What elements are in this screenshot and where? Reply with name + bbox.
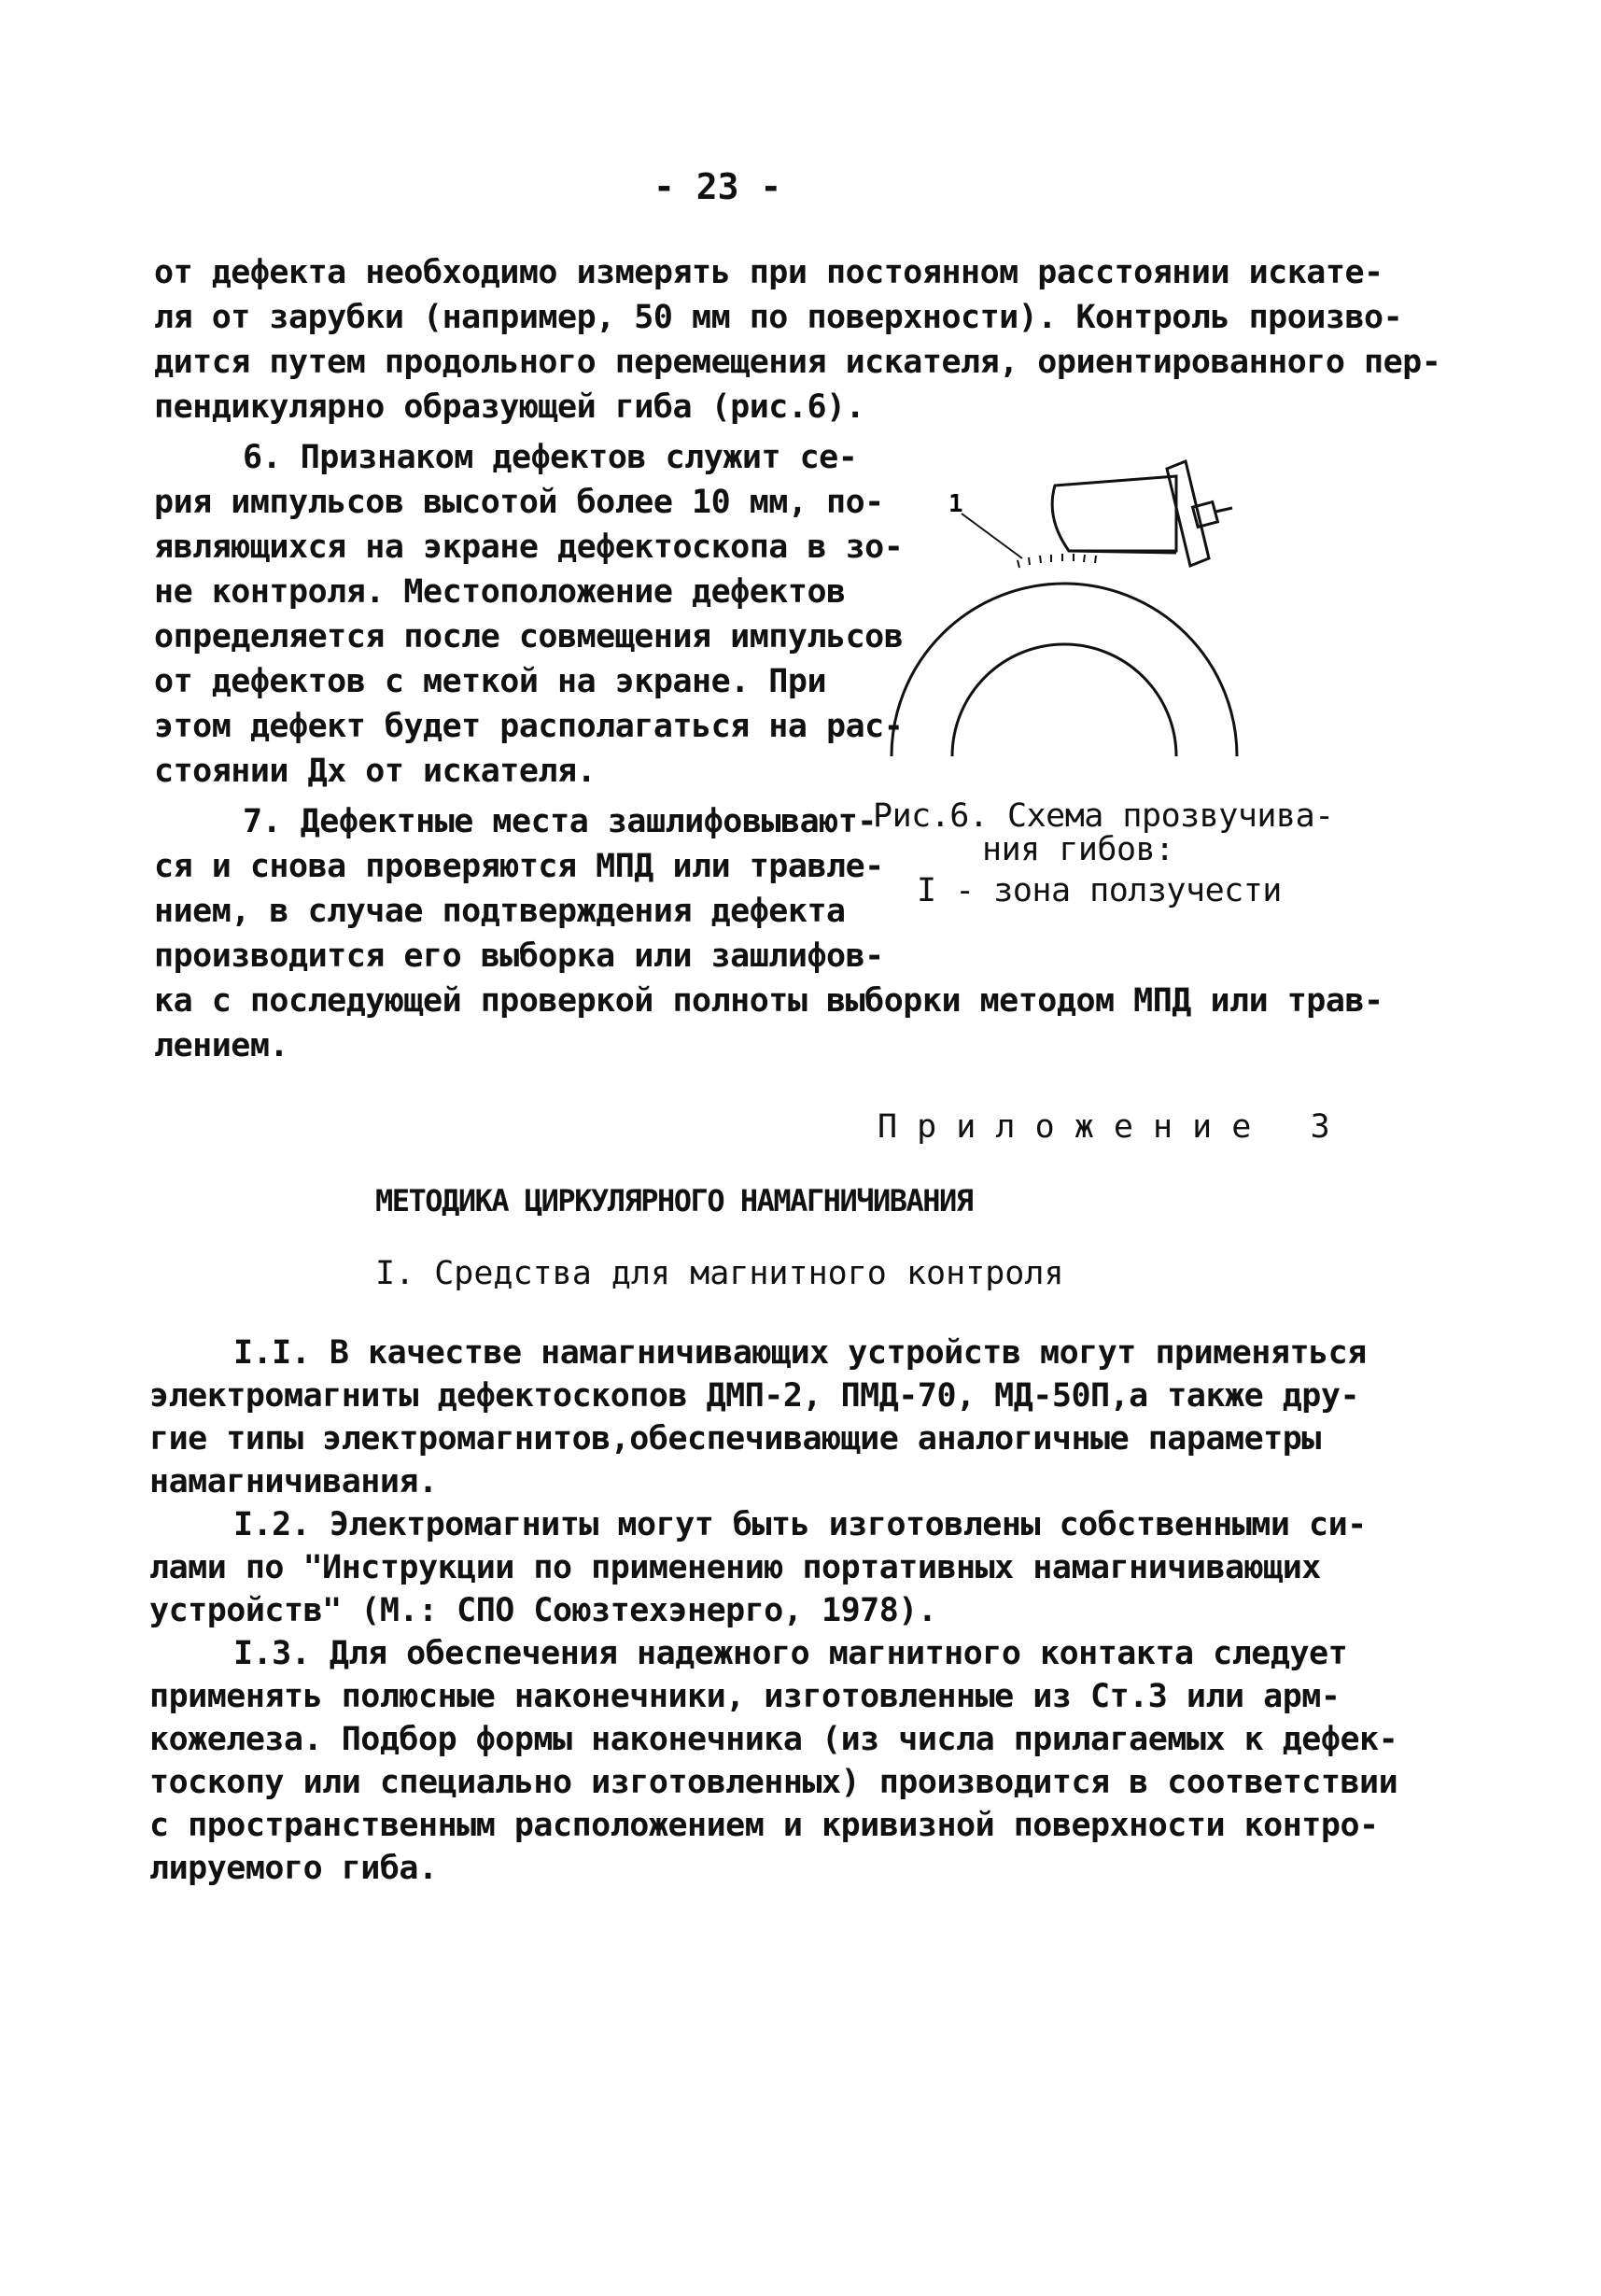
zone-marker-label: 1 — [948, 490, 963, 518]
text-line: устройств" (М.: СПО Союзтехэнерго, 1978). — [149, 1592, 937, 1629]
text-line: рия импульсов высотой более 10 мм, по- — [154, 484, 884, 521]
text-line: пендикулярно образующей гиба (рис.6). — [154, 388, 865, 426]
appendix-label: П р и л о ж е н и е 3 — [878, 1108, 1330, 1146]
text-line: электромагниты дефектоскопов ДМП-2, ПМД-70, МД-50П,а также дру- — [149, 1377, 1360, 1415]
text-line: гие типы электромагнитов,обеспечивающие аналогичные параметры — [149, 1420, 1321, 1458]
text-line: этом дефект будет располагаться на рас- — [154, 708, 904, 745]
text-line: нием, в случае подтверждения дефекта — [154, 893, 846, 930]
text-line: I.3. Для обеспечения надежного магнитного контакта следует — [233, 1635, 1348, 1672]
text-line: лами по "Инструкции по применению портативных намагничивающих — [149, 1549, 1321, 1586]
text-line: ся и снова проверяются МПД или травле- — [154, 848, 884, 885]
text-line: с пространственным расположением и кривизной поверхности контро- — [149, 1807, 1379, 1844]
bend-inner-arc — [952, 644, 1176, 756]
text-line: тоскопу или специально изготовленных) производится в соответствии — [149, 1764, 1398, 1801]
zone-leader-line — [962, 514, 1022, 558]
text-line: производится его выборка или зашлифов- — [154, 937, 884, 975]
text-line: определяется после совмещения импульсов — [154, 618, 904, 655]
figure-caption-line: Рис.6. Схема прозвучива- — [873, 797, 1334, 835]
bend-outer-arc — [892, 584, 1237, 756]
creep-zone-marks — [1018, 554, 1096, 568]
text-line: от дефектов с меткой на экране. При — [154, 663, 827, 700]
figure-caption-line: I - зона ползучести — [917, 872, 1282, 909]
page-number: - 23 - — [653, 166, 782, 207]
text-line: 6. Признаком дефектов служит се- — [243, 439, 858, 476]
text-line: от дефекта необходимо измерять при постоянном расстоянии искате- — [154, 254, 1383, 291]
figure-caption-line: ния гибов: — [982, 831, 1174, 868]
text-line: являющихся на экране дефектоскопа в зо- — [154, 528, 904, 566]
text-line: лируемого гиба. — [149, 1850, 438, 1887]
text-line: дится путем продольного перемещения искателя, ориентированного пер- — [154, 344, 1441, 381]
text-line: не контроля. Местоположение дефектов — [154, 573, 846, 611]
section-title: I. Средства для магнитного контроля — [375, 1255, 1064, 1292]
text-line: I.I. В качестве намагничивающих устройств могут применяться — [233, 1334, 1367, 1372]
text-line: стоянии Дх от искателя. — [154, 753, 597, 790]
text-line: 7. Дефектные места зашлифовывают- — [243, 803, 877, 840]
text-line: I.2. Электромагниты могут быть изготовлены собственными си- — [233, 1506, 1367, 1543]
text-line: лением. — [154, 1027, 289, 1064]
text-line: намагничивания. — [149, 1463, 438, 1500]
probe-connector — [1193, 502, 1218, 528]
text-line: ля от зарубки (например, 50 мм по поверхности). Контроль произво- — [154, 299, 1403, 336]
text-line: кожелеза. Подбор формы наконечника (из числа прилагаемых к дефек- — [149, 1721, 1398, 1758]
probe-body — [1052, 476, 1176, 551]
text-line: применять полюсные наконечники, изготовленные из Ст.3 или арм- — [149, 1678, 1341, 1715]
appendix-title: МЕТОДИКА ЦИРКУЛЯРНОГО НАМАГНИЧИВАНИЯ — [375, 1183, 973, 1218]
text-line: ка с последующей проверкой полноты выборки методом МПД или трав- — [154, 982, 1383, 1020]
bend-sounding-diagram — [868, 448, 1260, 775]
